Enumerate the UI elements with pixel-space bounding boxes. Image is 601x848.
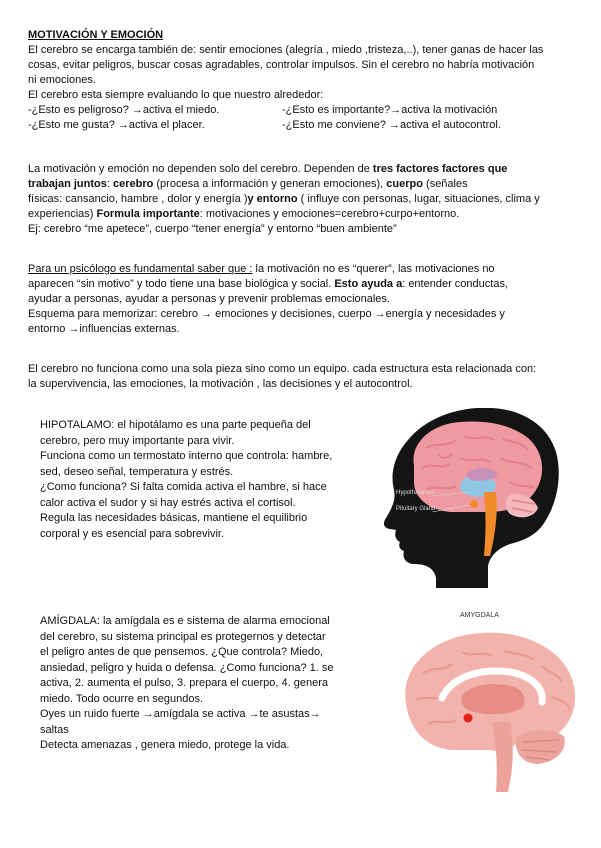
brainstem bbox=[492, 722, 513, 792]
text-line: activa, 2. aumenta el pulso, 3. prepara el cuerpo, 4. genera bbox=[40, 677, 329, 689]
factors-section bbox=[28, 162, 588, 237]
pituitary-label: Pituitary Gland bbox=[396, 506, 436, 512]
text-span: La motivación y emoción no dependen solo del cerebro. Dependen de bbox=[28, 163, 373, 175]
underlined-text: Para un psicólogo es fundamental saber que : bbox=[28, 263, 253, 275]
text-line: Detecta amenazas , genera miedo, protege la vida. bbox=[40, 739, 290, 751]
text-span: (señales bbox=[422, 178, 468, 190]
question-row bbox=[28, 118, 588, 133]
intro-section bbox=[28, 28, 588, 133]
text-line: del cerebro, su sistema principal es protegernos y detectar bbox=[40, 630, 326, 643]
text-span: : motivaciones y emociones=cerebro+curpo+entorno. bbox=[199, 208, 460, 220]
paragraph-line bbox=[28, 162, 588, 177]
bold-text: cerebro bbox=[112, 178, 154, 190]
page-title: MOTIVACIÓN Y EMOCIÓN bbox=[28, 29, 164, 41]
text-line: cerebro, pero muy importante para vivir. bbox=[40, 434, 235, 447]
amygdala-text bbox=[40, 614, 334, 754]
text-line: AMÍGDALA: la amígdala es e sistema de alarma emocional bbox=[40, 615, 330, 627]
text-line: ansiedad, peligro y huida o defensa. ¿Como funciona? 1. se bbox=[40, 661, 334, 674]
text-span: la motivación no es “querer”, las motivaciones no bbox=[252, 263, 495, 275]
hypothalamus-label: Hypothalamus bbox=[396, 490, 435, 496]
question-item: -¿Esto es peligroso? →activa el miedo. bbox=[28, 104, 220, 116]
text-line: Regula las necesidades básicas, mantiene el equilibrio bbox=[40, 512, 308, 524]
paragraph-line: ni emociones. bbox=[28, 74, 96, 86]
text-span: (procesa a información y generan emociones), bbox=[153, 178, 387, 190]
text-span: : bbox=[106, 178, 113, 190]
bold-text: tres factores factores que bbox=[372, 163, 508, 175]
inner-structure bbox=[461, 684, 525, 714]
paragraph-line bbox=[28, 277, 588, 292]
paragraph-line: Esquema para memorizar: cerebro → emociones y decisiones, cuerpo →energía y necesidades y bbox=[28, 308, 505, 320]
question-item: -¿Esto es importante?→activa la motivación bbox=[282, 104, 498, 116]
bold-text: Esto ayuda a bbox=[334, 278, 403, 290]
amygdala-marker bbox=[464, 714, 473, 723]
text-line: sed, deseo señal, temperatura y estrés. bbox=[40, 465, 234, 478]
bold-text: trabajan juntos bbox=[28, 178, 107, 190]
amygdala-brain-illustration bbox=[392, 626, 582, 796]
bold-text: Formula importante bbox=[96, 208, 200, 220]
psychologist-section bbox=[28, 262, 588, 337]
text-line: miedo. Todo ocurre en segundos. bbox=[40, 692, 204, 705]
paragraph-line: El cerebro no funciona como una sola pieza sino como un equipo. cada estructura esta relacionada con: bbox=[28, 363, 537, 375]
text-line: ¿Como funciona? Si falta comida activa el hambre, si hace bbox=[40, 481, 327, 493]
team-section bbox=[28, 362, 588, 392]
text-line: saltas bbox=[40, 723, 69, 736]
paragraph-line bbox=[28, 262, 588, 277]
text-line: Oyes un ruido fuerte →amígdala se activa →te asustas→ bbox=[40, 708, 321, 720]
paragraph-line: Ej: cerebro “me apetece”, cuerpo “tener energía” y entorno “buen ambiente” bbox=[28, 223, 397, 235]
paragraph-line: entorno →influencias externas. bbox=[28, 323, 180, 335]
text-line: Funciona como un termostato interno que controla: hambre, bbox=[40, 450, 333, 462]
paragraph-line bbox=[28, 177, 588, 192]
bold-text: cuerpo bbox=[386, 178, 423, 190]
head-brain-illustration bbox=[370, 408, 570, 588]
text-line: corporal y es esencial para sobrevivir. bbox=[40, 527, 225, 540]
text-span: : entender conductas, bbox=[402, 278, 508, 290]
text-span: experiencias) bbox=[28, 208, 97, 220]
text-span: físicas: cansancio, hambre , dolor y energía ) bbox=[28, 193, 248, 205]
text-line: calor activa el sudor y si hay estrés activa el cortisol. bbox=[40, 496, 296, 509]
question-item: -¿Esto me gusta? →activa el placer. bbox=[28, 119, 205, 131]
question-item: -¿Esto me conviene? →activa el autocontrol. bbox=[282, 119, 501, 131]
hypothalamus-text bbox=[40, 418, 332, 542]
paragraph-line: El cerebro esta siempre evaluando lo que nuestro alrededor: bbox=[28, 89, 324, 101]
text-line: HIPOTALAMO: el hipotálamo es una parte pequeña del bbox=[40, 419, 311, 431]
paragraph-line: ayudar a personas, ayudar a personas y prevenir problemas emocionales. bbox=[28, 293, 390, 305]
bold-text: y entorno bbox=[247, 193, 298, 205]
paragraph-line bbox=[28, 207, 588, 222]
amygdala-figure-title: AMYGDALA bbox=[460, 612, 499, 619]
paragraph-line bbox=[28, 192, 588, 207]
question-row bbox=[28, 103, 588, 118]
text-span: aparecen “sin motivo” y todo tiene una base biológica y social. bbox=[28, 278, 335, 290]
paragraph-line: cosas, evitar peligros, buscar cosas agradables, controlar impulsos. Sin el cerebro no habría motivación bbox=[28, 59, 535, 71]
pituitary-gland bbox=[470, 500, 478, 508]
text-span: ( influye con personas, lugar, situaciones, clima y bbox=[297, 193, 540, 205]
text-line: el peligro antes de que pensemos. ¿Que controla? Miedo, bbox=[40, 646, 324, 658]
paragraph-line: El cerebro se encarga también de: sentir emociones (alegría , miedo ,tristeza,..), tener ganas de hacer las bbox=[28, 44, 544, 56]
paragraph-line: la supervivencia, las emociones, la motivación , las decisiones y el autocontrol. bbox=[28, 378, 413, 390]
